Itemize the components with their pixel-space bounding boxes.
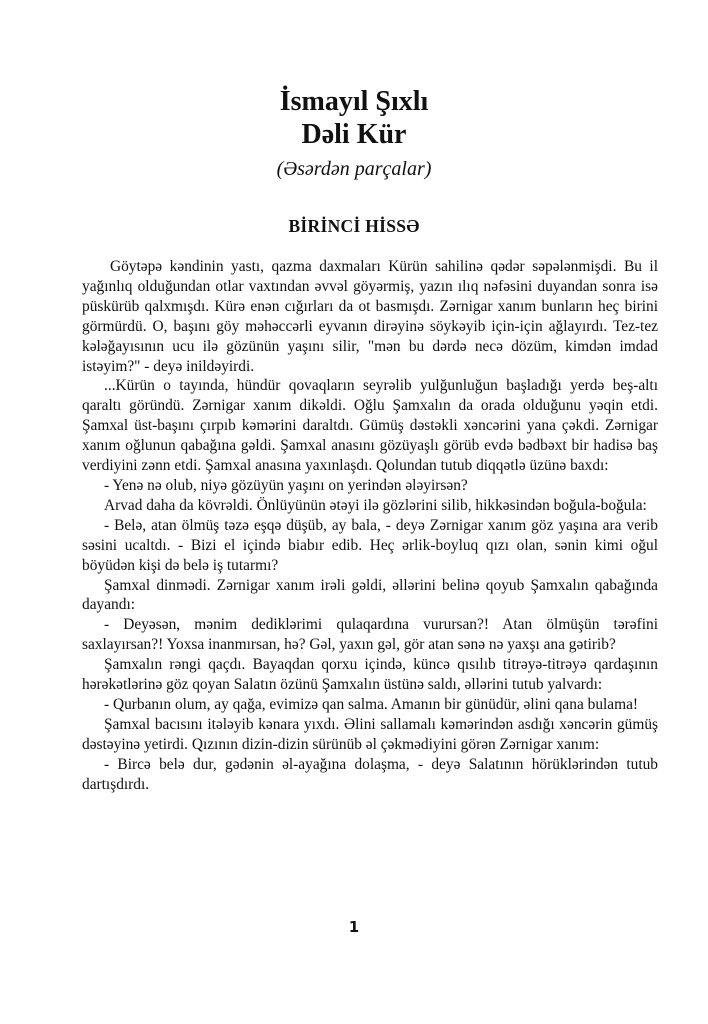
page-number: 1 — [348, 918, 360, 936]
dialogue-line: - Yenə nə olub, niyə gözüyün yaşını on yerindən ələyirsən? — [104, 476, 468, 494]
dialogue-line: - Qurbanın olum, ay qağa, evimizə qan salma. Amanın bir günüdür, əlini qana bulama! — [104, 695, 639, 713]
paragraph: Şamxal bacısını itələyib kənara yıxdı. Əlini sallamalı kəmərindən asdığı xəncərin gümüş dəstəyinə yetirdi. Qızının dizin-dizin sürünüb əl çəkmədiyini görən Zərnigar xanım: — [82, 715, 658, 753]
paragraph: Şamxalın rəngi qaçdı. Bayaqdan qorxu içində, küncə qısılıb titrəyə-titrəyə qardaşının hərəkətlərinə göz qoyan Salatın özünü Şamxalın üstünə saldı, əllərini tutub yalvardı: — [82, 656, 658, 694]
body-text — [82, 257, 658, 794]
work-title: Dəli Kür — [301, 119, 407, 150]
work-subtitle: (Əsərdən parçalar) — [276, 158, 432, 180]
dialogue-line: - Belə, atan ölmüş təzə eşqə düşüb, ay bala, - deyə Zərnigar xanım göz yaşına ara verib səsini ucaltdı. - Bizi el içində biabır edib. Heç ərlik-boyluq qızı olan, sənin kimi oğul böyüdən kişi də belə iş tutarmı? — [82, 516, 658, 574]
paragraph: ...Kürün o tayında, hündür qovaqların seyrəlib yulğunluğun başladığı yerdə beş-altı qaraltı göründü. Zərnigar xanım dikəldi. Oğlu Şamxalın da orada olduğunu yəqin etdi. Şamxal üst-başını çırpıb kəmərini daraltdı. Gümüş dəstəkli xəncərini yana çəkdi. Zərnigar xanım oğlunun qabağına gəldi. Şamxal anasını gözüyaşlı görüb evdə bədbəxt bir hadisə baş verdiyini zənn etdi. Şamxal anasına yaxınlaşdı. Qolundan tutub diqqətlə üzünə baxdı: — [82, 377, 658, 475]
title-block — [0, 86, 708, 182]
paragraph: Şamxal dinmədi. Zərnigar xanım irəli gəldi, əllərini belinə qoyub Şamxalın qabağında dayandı: — [82, 576, 658, 614]
dialogue-line: - Bircə belə dur, gədənin əl-ayağına dolaşma, - deyə Salatının hörüklərindən tutub dartışdırdı. — [82, 755, 658, 793]
paragraph: Arvad daha da kövrəldi. Önlüyünün ətəyi ilə gözlərini silib, hikkəsindən boğula-boğula: — [104, 496, 647, 514]
paragraph: Göytəpə kəndinin yastı, qazma daxmaları Kürün sahilinə qədər səpələnmişdi. Bu il yağınlıq olduğundan otlar vaxtından əvvəl göyərmiş, yazın ılıq nəfəsini duyandan sonra isə püskürüb qalxmışdı. Kürə enən cığırları da ot basmışdı. Zərnigar xanım bunların heç birini görmürdü. O, başını göy məhəccərli eyvanın dirəyinə söykəyib için-için ağlayırdı. Tez-tez kələğayısının ucu ilə gözünün yaşını silir, "mən bu dərdə necə dözüm, kimdən imdad istəyim?" - deyə inildəyirdi. — [82, 258, 658, 375]
dialogue-line: - Deyəsən, mənim dediklərimi qulaqardına vurursan?! Atan ölmüşün tərəfini saxlayırsan?! Yoxsa inanmırsan, hə? Gəl, yaxın gəl, gör atan sənə nə yaxşı ana gətirib? — [82, 616, 658, 654]
part-heading: BİRİNCİ HİSSƏ — [288, 216, 420, 236]
author-name: İsmayıl Şıxlı — [279, 86, 429, 117]
